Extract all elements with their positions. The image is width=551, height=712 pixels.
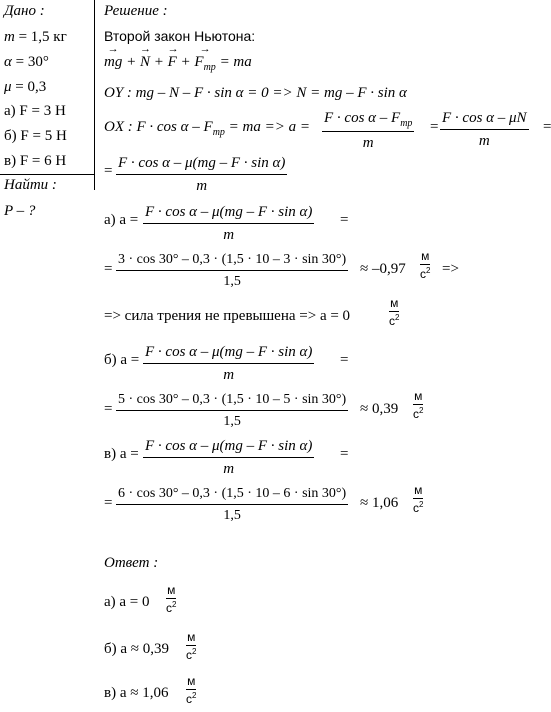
find-item: P – ? (4, 203, 36, 219)
vector-equation: → mg + → N + → F + → $F_{тр}$ = ma (104, 55, 252, 73)
find-title: Найти : (4, 177, 57, 193)
part-a-calc: $\frac{3 \cdot \cos 30^\circ - 0,3 \cdot (1,5 \cdot 10 - 3 \cdot \sin 30^\circ)}{1,5}$ (118, 252, 347, 289)
ox-fraction-2: $\frac{\text{F · cos α – μN}}{m}$ (442, 110, 527, 149)
general-fraction: $\frac{\text{F · cos α – μ(mg – F · sin α)}}{m}$ (118, 155, 286, 194)
part-b-calc: $\frac{5 \cdot \cos 30^\circ - 0,3 \cdot (1,5 \cdot 10 - 5 \cdot \sin 30^\circ)}{1,5}$ (118, 392, 347, 429)
part-a-formula: $\frac{\text{F · cos α – μ(mg – F · sin α)}}{m}$ (145, 204, 313, 243)
given-item: m = 1,5 кг (4, 29, 67, 45)
answer-item: в) a ≈ 1,06 (104, 685, 169, 701)
ox-fraction-1: $F \cdot \cos \alpha - F_{тр}$ m (324, 110, 413, 151)
oy-equation: OY : mg – N – F · sin α = 0 => N = mg – F · sin α (104, 85, 407, 101)
unit-m-per-s2: м $с^2$ (389, 296, 400, 328)
equals-sign: = (104, 495, 113, 511)
answer-item: б) a ≈ 0,39 (104, 641, 170, 657)
part-a-label: а) a = (104, 212, 139, 228)
given-underline (0, 174, 94, 175)
given-title: Дано : (4, 3, 45, 19)
unit-m-per-s2: м $с^2$ (186, 674, 197, 706)
part-a-arrow: => (442, 261, 459, 277)
newton-law: Второй закон Ньютона: (104, 28, 256, 44)
answer-item: а) a = 0 (104, 594, 150, 610)
part-c-result: ≈ 1,06 (360, 495, 399, 511)
equals-sign: = (340, 446, 349, 462)
equals-sign: = (340, 212, 349, 228)
ox-equation: OX : $F \cdot \cos \alpha - F_{тр}$ = ma => a = (104, 119, 310, 138)
unit-m-per-s2: м $с^2$ (420, 249, 431, 281)
part-b-label: б) a = (104, 352, 140, 368)
part-a-result: ≈ –0,97 (360, 261, 406, 277)
part-b-formula: $\frac{\text{F · cos α – μ(mg – F · sin α)}}{m}$ (145, 344, 313, 383)
part-b-result: ≈ 0,39 (360, 401, 399, 417)
part-c-calc: $\frac{6 \cdot \cos 30^\circ - 0,3 \cdot (1,5 \cdot 10 - 6 \cdot \sin 30^\circ)}{1,5}$ (118, 486, 347, 523)
given-item: а) F = 3 Н (4, 103, 66, 119)
given-item: μ = 0,3 (4, 79, 47, 95)
equals-sign: = (104, 401, 113, 417)
equals-sign: = (543, 119, 551, 135)
given-divider (94, 0, 95, 190)
part-c-label: в) a = (104, 446, 139, 462)
unit-m-per-s2: м $с^2$ (186, 630, 197, 662)
equals-sign: = (104, 261, 113, 277)
equals-sign: = (340, 352, 349, 368)
unit-m-per-s2: м $с^2$ (413, 483, 424, 515)
equals-sign: = (104, 163, 113, 179)
given-item: б) F = 5 Н (4, 128, 67, 144)
given-item: в) F = 6 Н (4, 153, 67, 169)
answer-title: Ответ : (104, 555, 159, 571)
friction-note: => сила трения не превышена => a = 0 (104, 308, 351, 324)
part-c-formula: $\frac{\text{F · cos α – μ(mg – F · sin α)}}{m}$ (145, 438, 313, 477)
unit-m-per-s2: м $с^2$ (166, 583, 177, 615)
equals-sign: = (430, 119, 439, 135)
given-item: α = 30° (4, 54, 49, 70)
unit-m-per-s2: м $с^2$ (413, 389, 424, 421)
solution-title: Решение : (104, 3, 168, 19)
